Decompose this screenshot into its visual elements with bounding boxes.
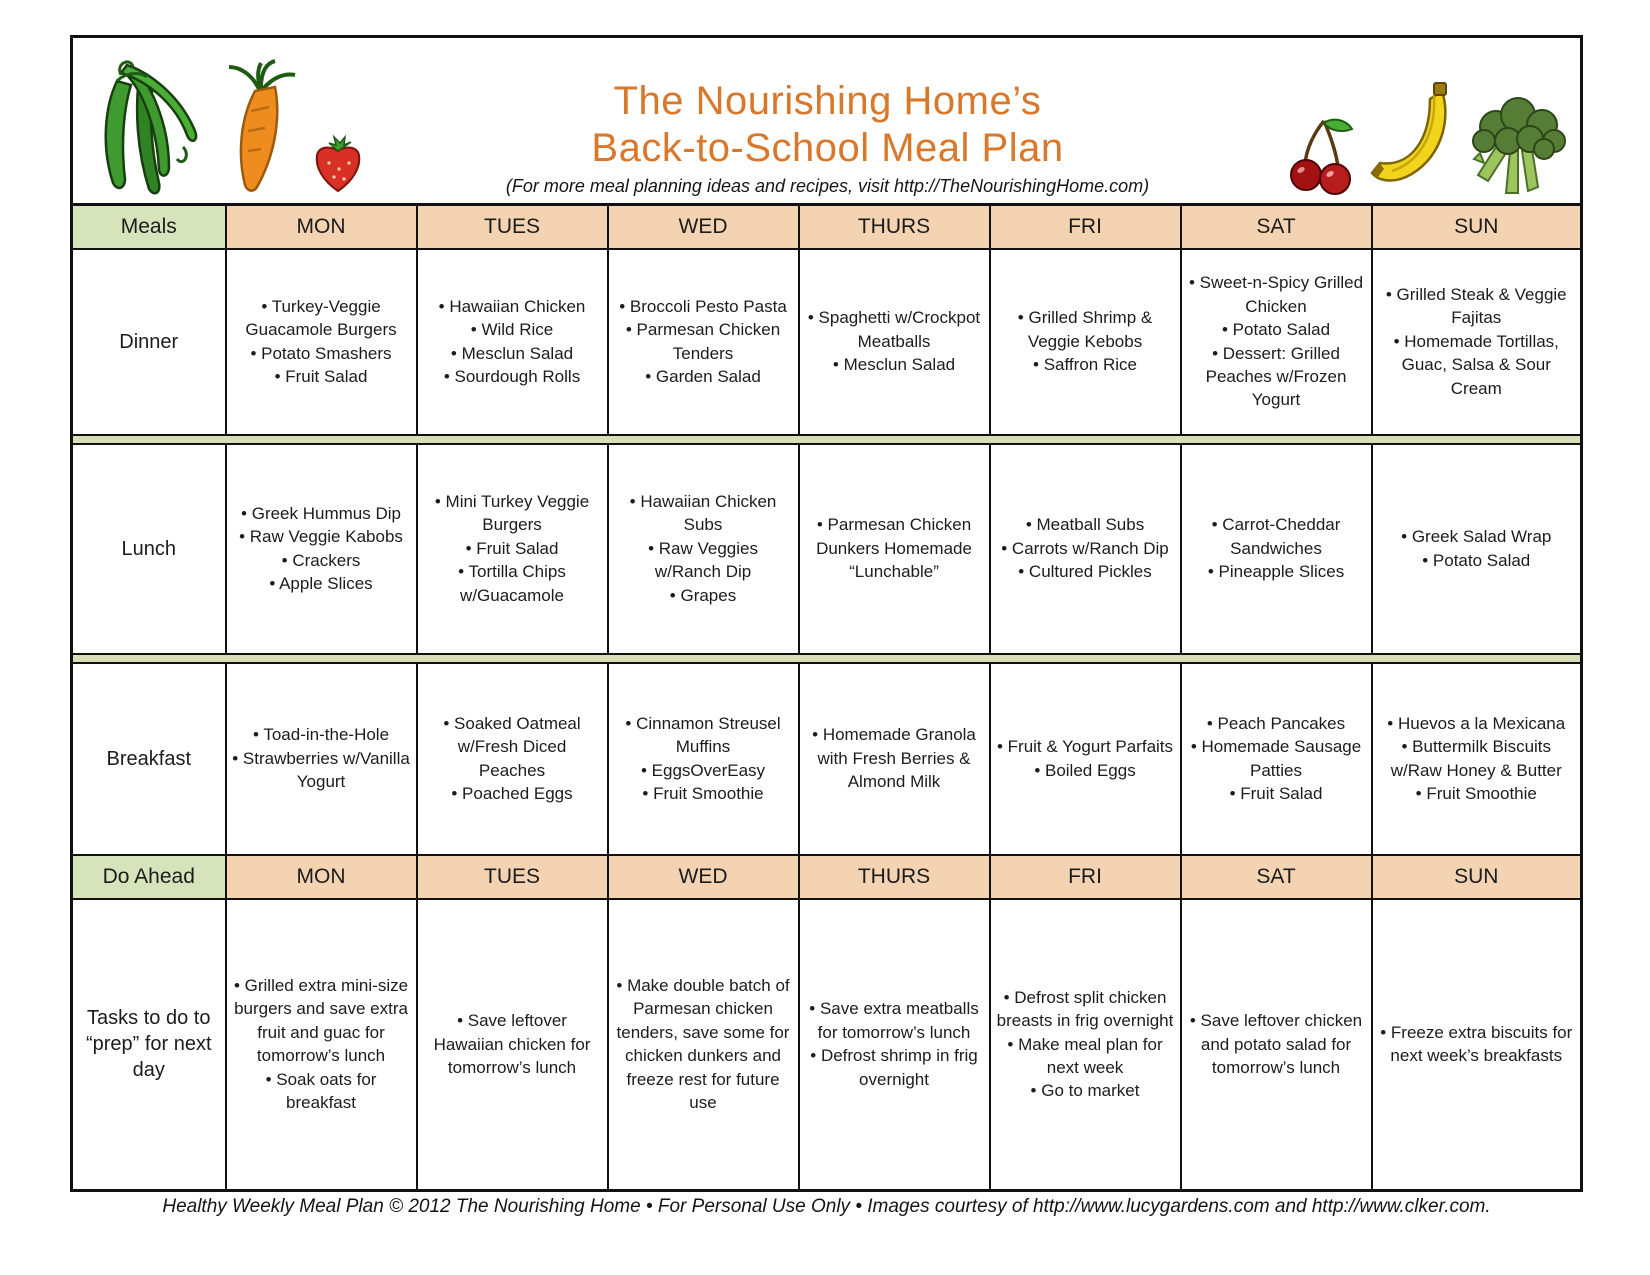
bullet-item: • Mini Turkey Veggie Burgers xyxy=(434,491,590,535)
page-title-line1: The Nourishing Home’s xyxy=(613,78,1042,123)
meal-cell xyxy=(608,899,799,1191)
meal-cell xyxy=(417,444,608,654)
bullet-item: • Huevos a la Mexicana xyxy=(1387,713,1566,733)
day-header-wed: WED xyxy=(608,855,799,899)
bullet-item: • Sourdough Rolls xyxy=(443,366,581,386)
bullet-item: • Wild Rice xyxy=(470,320,554,340)
bullet-item: • Hawaiian Chicken Subs xyxy=(629,491,777,535)
left-clipart-group xyxy=(87,51,367,199)
day-header-fri: FRI xyxy=(990,205,1181,249)
bullet-item: • Carrots w/Ranch Dip xyxy=(1001,538,1169,558)
bullet-item: • Crackers xyxy=(281,550,361,570)
meal-cell xyxy=(417,249,608,435)
bullet-item: • Apple Slices xyxy=(269,573,373,593)
bullet-item: • Strawberries w/Vanilla Yogurt xyxy=(232,748,410,792)
bullet-item: • Fruit & Yogurt Parfaits xyxy=(996,737,1174,757)
meal-cell xyxy=(799,249,990,435)
bullet-item: • Peach Pancakes xyxy=(1206,713,1346,733)
bullet-item: • Grilled Shrimp & Veggie Kebobs xyxy=(1017,308,1153,351)
meal-cell xyxy=(1372,899,1582,1191)
green-beans-icon xyxy=(87,51,205,199)
section-divider xyxy=(72,435,1582,444)
page-title-line2: Back-to-School Meal Plan xyxy=(591,125,1064,170)
bullet-item: • Sweet-n-Spicy Grilled Chicken xyxy=(1188,273,1364,316)
strawberry-icon xyxy=(309,133,367,195)
bullet-item: • Raw Veggie Kabobs xyxy=(239,527,403,547)
meal-cell xyxy=(799,899,990,1191)
broccoli-icon xyxy=(1466,89,1570,199)
bullet-item: • Hawaiian Chicken xyxy=(438,296,586,316)
meal-cell xyxy=(990,899,1181,1191)
day-header-thurs: THURS xyxy=(799,205,990,249)
meal-cell xyxy=(226,663,417,855)
bullet-item: • Mesclun Salad xyxy=(450,343,574,363)
meal-cell xyxy=(226,444,417,654)
meal-cell xyxy=(608,663,799,855)
meal-cell xyxy=(417,663,608,855)
bullet-item: • Fruit Salad xyxy=(1229,783,1323,803)
meal-cell xyxy=(799,444,990,654)
meal-cell xyxy=(1372,444,1582,654)
bullet-item: • Fruit Smoothie xyxy=(642,783,764,803)
meal-plan-sheet xyxy=(70,35,1583,1192)
bullet-item: • Homemade Granola with Fresh Berries & Almond Milk xyxy=(812,725,976,792)
bullet-item: • Save extra meatballs for tomorrow’s lunch xyxy=(809,999,979,1042)
meal-cell xyxy=(1372,663,1582,855)
day-header-wed: WED xyxy=(608,205,799,249)
bullet-item: • Soaked Oatmeal w/Fresh Diced Peaches xyxy=(443,713,581,780)
bullet-item: • Grapes xyxy=(669,585,737,605)
day-header-sat: SAT xyxy=(1181,855,1372,899)
bullet-item: • EggsOverEasy xyxy=(640,760,766,780)
bullet-item: • Raw Veggies w/Ranch Dip xyxy=(648,538,758,582)
bullet-item: • Pineapple Slices xyxy=(1207,562,1345,582)
bullet-item: • Toad-in-the-Hole xyxy=(252,725,390,745)
row-label-breakfast: Breakfast xyxy=(72,663,226,855)
day-header-sat: SAT xyxy=(1181,205,1372,249)
day-header-sun: SUN xyxy=(1372,205,1582,249)
bullet-item: • Boiled Eggs xyxy=(1034,760,1136,780)
bullet-item: • Parmesan Chicken Tenders xyxy=(625,320,781,363)
bullet-item: • Poached Eggs xyxy=(451,783,573,803)
sheet-header xyxy=(70,35,1583,203)
carrot-icon xyxy=(211,59,303,199)
bullet-item: • Potato Salad xyxy=(1422,550,1531,570)
day-header-fri: FRI xyxy=(990,855,1181,899)
bullet-item: • Homemade Tortillas, Guac, Salsa & Sour Cream xyxy=(1393,331,1559,398)
do-ahead-header-cell: Do Ahead xyxy=(72,855,226,899)
bullet-item: • Broccoli Pesto Pasta xyxy=(619,296,787,316)
bullet-item: • Garden Salad xyxy=(645,366,761,386)
bullet-item: • Make double batch of Parmesan chicken tenders, save some for chicken dunkers and freeze rest for future use xyxy=(616,975,790,1113)
bullet-item: • Mesclun Salad xyxy=(832,355,956,375)
bullet-item: • Meatball Subs xyxy=(1025,515,1145,535)
meals-header-cell: Meals xyxy=(72,205,226,249)
meal-cell xyxy=(226,249,417,435)
bullet-item: • Spaghetti w/Crockpot Meatballs xyxy=(807,308,981,351)
bullet-item: • Carrot-Cheddar Sandwiches xyxy=(1211,515,1341,558)
bullet-item: • Parmesan Chicken Dunkers Homemade “Lunchable” xyxy=(816,515,972,582)
row-label-lunch: Lunch xyxy=(72,444,226,654)
bullet-item: • Dessert: Grilled Peaches w/Frozen Yogurt xyxy=(1205,343,1347,410)
meal-cell xyxy=(990,444,1181,654)
bullet-item: • Defrost shrimp in frig overnight xyxy=(810,1046,978,1089)
section-divider xyxy=(72,654,1582,663)
bullet-item: • Buttermilk Biscuits w/Raw Honey & Butter xyxy=(1390,737,1562,780)
bullet-item: • Potato Smashers xyxy=(250,343,392,363)
meal-plan-body xyxy=(72,205,1582,1191)
bullet-item: • Fruit Smoothie xyxy=(1415,783,1537,803)
day-header-mon: MON xyxy=(226,205,417,249)
meal-cell xyxy=(608,249,799,435)
bullet-item: • Soak oats for breakfast xyxy=(265,1069,377,1113)
meal-cell xyxy=(1181,899,1372,1191)
meal-cell xyxy=(990,663,1181,855)
bullet-item: • Make meal plan for next week xyxy=(1007,1034,1163,1077)
bullet-item: • Defrost split chicken breasts in frig overnight xyxy=(996,987,1174,1031)
page-subtitle: (For more meal planning ideas and recipes, visit http://TheNourishingHome.com) xyxy=(505,176,1150,196)
page-footer: Healthy Weekly Meal Plan © 2012 The Nourishing Home • For Personal Use Only • Images courtesy of http://www.lucygardens.com and http://www.clker.com. xyxy=(162,1196,1491,1217)
meal-cell xyxy=(1372,249,1582,435)
cherries-icon xyxy=(1288,115,1358,197)
meal-plan-table xyxy=(70,203,1583,1192)
day-header-tues: TUES xyxy=(417,205,608,249)
bullet-item: • Fruit Salad xyxy=(274,366,368,386)
row-label-dinner: Dinner xyxy=(72,249,226,435)
bullet-item: • Saffron Rice xyxy=(1033,355,1137,375)
day-header-mon: MON xyxy=(226,855,417,899)
day-header-thurs: THURS xyxy=(799,855,990,899)
bullet-item: • Save leftover Hawaiian chicken for tomorrow’s lunch xyxy=(433,1011,591,1077)
meal-cell xyxy=(799,663,990,855)
row-label-tasks: Tasks to do to “prep” for next day xyxy=(72,899,226,1191)
meal-cell xyxy=(990,249,1181,435)
right-clipart-group xyxy=(1288,77,1570,199)
bullet-item: • Greek Salad Wrap xyxy=(1401,527,1552,547)
bullet-item: • Go to market xyxy=(1030,1081,1140,1101)
bullet-item: • Save leftover chicken and potato salad for tomorrow’s lunch xyxy=(1189,1011,1363,1077)
meal-cell xyxy=(226,899,417,1191)
bullet-item: • Freeze extra biscuits for next week’s breakfasts xyxy=(1380,1022,1573,1066)
meal-cell xyxy=(417,899,608,1191)
bullet-item: • Homemade Sausage Patties xyxy=(1190,737,1362,780)
bullet-item: • Turkey-Veggie Guacamole Burgers xyxy=(245,296,397,340)
title-block xyxy=(367,78,1288,199)
bullet-item: • Potato Salad xyxy=(1222,320,1331,340)
bullet-item: • Tortilla Chips w/Guacamole xyxy=(458,562,566,605)
meal-cell xyxy=(1181,663,1372,855)
meal-cell xyxy=(608,444,799,654)
day-header-sun: SUN xyxy=(1372,855,1582,899)
bullet-item: • Cultured Pickles xyxy=(1018,562,1152,582)
bullet-item: • Fruit Salad xyxy=(465,538,559,558)
meal-cell xyxy=(1181,249,1372,435)
banana-icon xyxy=(1364,77,1460,197)
meal-cell xyxy=(1181,444,1372,654)
bullet-item: • Grilled extra mini-size burgers and save extra fruit and guac for tomorrow’s lunch xyxy=(233,975,409,1066)
bullet-item: • Cinnamon Streusel Muffins xyxy=(625,713,781,757)
day-header-tues: TUES xyxy=(417,855,608,899)
bullet-item: • Greek Hummus Dip xyxy=(241,503,401,523)
bullet-item: • Grilled Steak & Veggie Fajitas xyxy=(1385,284,1567,328)
